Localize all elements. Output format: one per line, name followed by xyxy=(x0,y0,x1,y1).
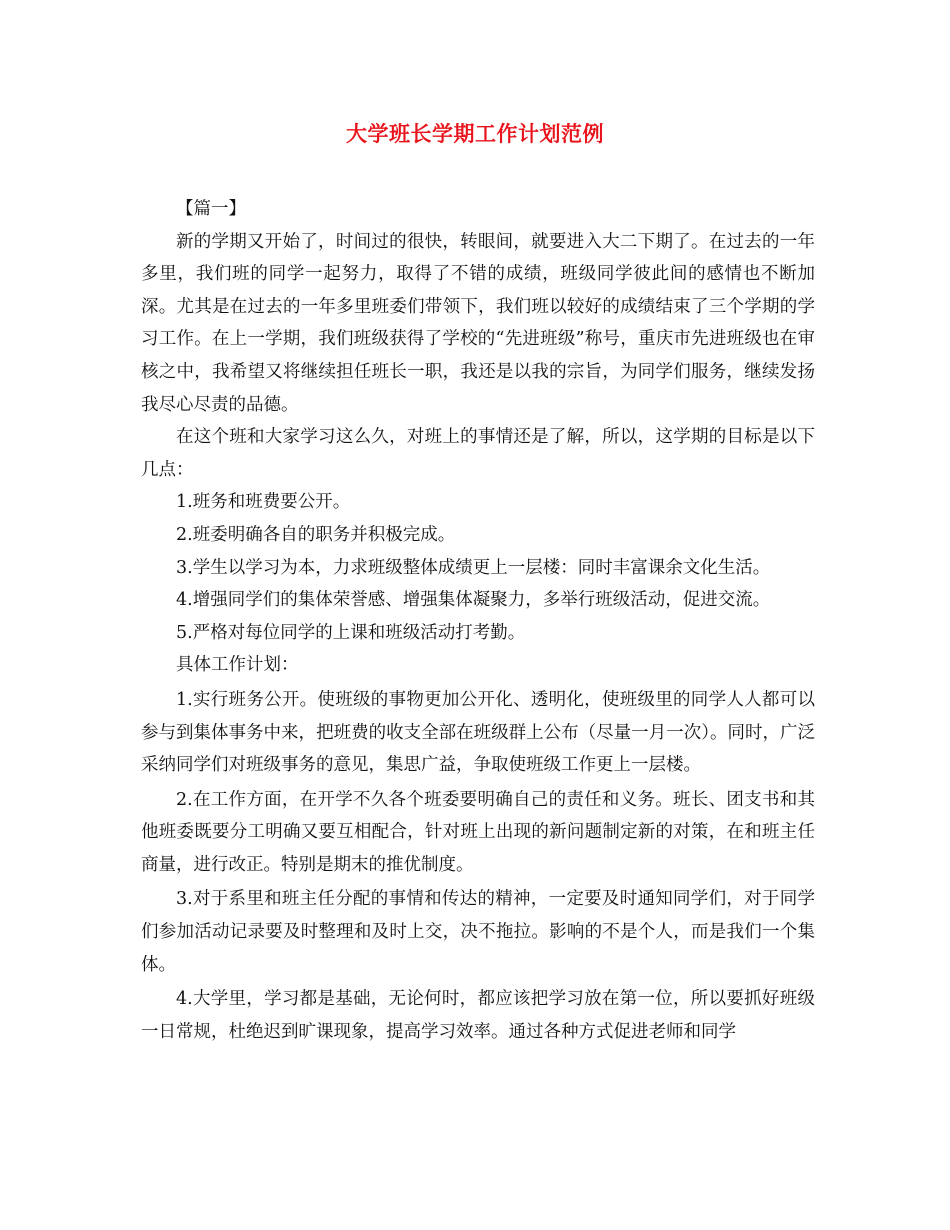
list-item: 4.增强同学们的集体荣誉感、增强集体凝聚力，多举行班级活动，促进交流。 xyxy=(176,590,771,611)
document-title: 大学班长学期工作计划范例 xyxy=(346,121,604,146)
list-item: 2.班委明确各自的职务并积极完成。 xyxy=(176,524,456,545)
plan-item: 3.对于系里和班主任分配的事情和传达的精神，一定要及时通知同学们，对于同学们参加活动记录要及时整理和及时上交，决不拖拉。影响的不是个人，而是我们一个集体。 xyxy=(141,889,815,975)
paragraph: 在这个班和大家学习这么久，对班上的事情还是了解，所以，这学期的目标是以下几点： xyxy=(141,427,815,480)
subheading: 具体工作计划： xyxy=(176,655,299,676)
plan-item: 4.大学里，学习都是基础，无论何时，都应该把学习放在第一位，所以要抓好班级一日常规，杜绝迟到旷课现象，提高学习效率。通过各种方式促进老师和同学 xyxy=(141,989,815,1042)
list-item: 5.严格对每位同学的上课和班级活动打考勤。 xyxy=(176,622,526,643)
plan-item: 1.实行班务公开。使班级的事物更加公开化、透明化，使班级里的同学人人都可以参与到集体事务中来，把班费的收支全部在班级群上公布（尽量一月一次）。同时，广泛采纳同学们对班级事务的意见，集思广益，争取使班级工作更上一层楼。 xyxy=(141,689,815,776)
list-item: 3.学生以学习为本，力求班级整体成绩更上一层楼：同时丰富课余文化生活。 xyxy=(176,557,771,578)
document-body xyxy=(141,193,815,1048)
section-heading: 【篇一】 xyxy=(176,199,246,219)
paragraph: 新的学期又开始了，时间过的很快，转眼间，就要进入大二下期了。在过去的一年多里，我们班的同学一起努力，取得了不错的成绩，班级同学彼此间的感情也不断加深。尤其是在过去的一年多里班委们带领下，我们班以较好的成绩结束了三个学期的学习工作。在上一学期，我们班级获得了学校的“先进班级”称号，重庆市先进班级也在审核之中，我希望又将继续担任班长一职，我还是以我的宗旨，为同学们服务，继续发扬我尽心尽责的品德。 xyxy=(141,231,815,415)
plan-item: 2.在工作方面，在开学不久各个班委要明确自己的责任和义务。班长、团支书和其他班委既要分工明确又要互相配合，针对班上出现的新问题制定新的对策，在和班主任商量，进行改正。特别是期末的推优制度。 xyxy=(141,789,815,875)
list-item: 1.班务和班费要公开。 xyxy=(176,492,351,513)
